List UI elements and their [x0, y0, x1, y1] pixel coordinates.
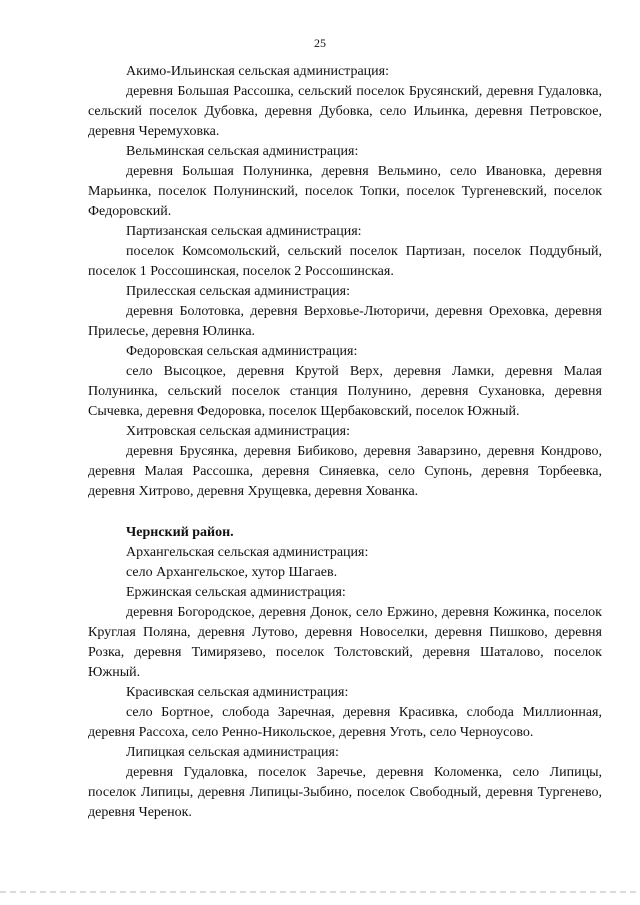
settlement-list: деревня Гудаловка, поселок Заречье, деревня Коломенка, село Липицы, поселок Липицы, деревня Липицы-Зыбино, поселок Свободный, деревня Тургенево, деревня Черенок.: [88, 765, 602, 820]
settlement-list: поселок Комсомольский, сельский поселок Партизан, поселок Поддубный, поселок 1 Россошинская, поселок 2 Россошинская.: [88, 244, 602, 279]
settlement-list: деревня Болотовка, деревня Верховье-Лютоpичи, деревня Ореховка, деревня Прилесье, деревня Юлинка.: [88, 304, 602, 339]
settlement-list: село Бортное, слобода Заречная, деревня Красивка, слобода Миллионная, деревня Рассоха, село Ренно-Никольское, деревня Уготь, село Черноусово.: [88, 705, 602, 740]
administration-block: [88, 683, 602, 743]
administration-block: [88, 743, 602, 823]
settlement-list: деревня Богородское, деревня Донок, село Ержино, деревня Кожинка, поселок Круглая Поляна, деревня Лутово, деревня Новоселки, деревня Пишково, деревня Розка, деревня Тимирязево, поселок Толстовский, деревня Шаталово, поселок Южный.: [88, 605, 602, 680]
administration-heading: Вельминская сельская администрация:: [126, 144, 359, 159]
administration-block: [88, 543, 602, 583]
administration-heading: Прилесская сельская администрация:: [126, 284, 350, 299]
settlement-list: деревня Большая Рассошка, сельский поселок Брусянский, деревня Гудаловка, сельский поселок Дубовка, деревня Дубовка, село Ильинка, деревня Петровское, деревня Черемуховка.: [88, 84, 602, 139]
settlement-list: деревня Большая Полунинка, деревня Вельмино, село Ивановка, деревня Марьинка, поселок Полунинский, поселок Топки, поселок Тургеневский, поселок Федоровский.: [88, 164, 602, 219]
administration-heading: Красивская сельская администрация:: [126, 685, 349, 700]
district-section: [88, 62, 602, 502]
page-number: 25: [314, 36, 326, 50]
administration-heading: Хитровская сельская администрация:: [126, 424, 351, 439]
administration-block: [88, 583, 602, 683]
administration-block: [88, 222, 602, 282]
administration-heading: Ержинская сельская администрация:: [126, 585, 346, 600]
administration-heading: Архангельская сельская администрация:: [126, 545, 369, 560]
administration-block: [88, 342, 602, 422]
document-body: [88, 62, 602, 823]
district-title: Чернский район.: [126, 525, 234, 540]
administration-block: [88, 62, 602, 142]
administration-heading: Липицкая сельская администрация:: [126, 745, 339, 760]
administration-block: [88, 282, 602, 342]
administration-heading: Акимо-Ильинская сельская администрация:: [126, 64, 389, 79]
settlement-list: село Высоцкое, деревня Крутой Верх, деревня Ламки, деревня Малая Полунинка, сельский поселок станция Полунино, деревня Сухановка, деревня Сычевка, деревня Федоровка, поселок Щербаковский, поселок Южный.: [88, 364, 602, 419]
administration-block: [88, 142, 602, 222]
settlement-list: село Архангельское, хутор Шагаев.: [126, 565, 338, 580]
administration-block: [88, 422, 602, 502]
district-section: [88, 523, 602, 823]
scan-edge-artifact: [0, 891, 640, 893]
settlement-list: деревня Брусянка, деревня Бибиково, деревня Заварзино, деревня Кондрово, деревня Малая Рассошка, деревня Синяевка, село Супонь, деревня Торбеевка, деревня Хитрово, деревня Хрущевка, деревня Хованка.: [88, 444, 602, 499]
administration-heading: Партизанская сельская администрация:: [126, 224, 362, 239]
administration-heading: Федоровская сельская администрация:: [126, 344, 358, 359]
